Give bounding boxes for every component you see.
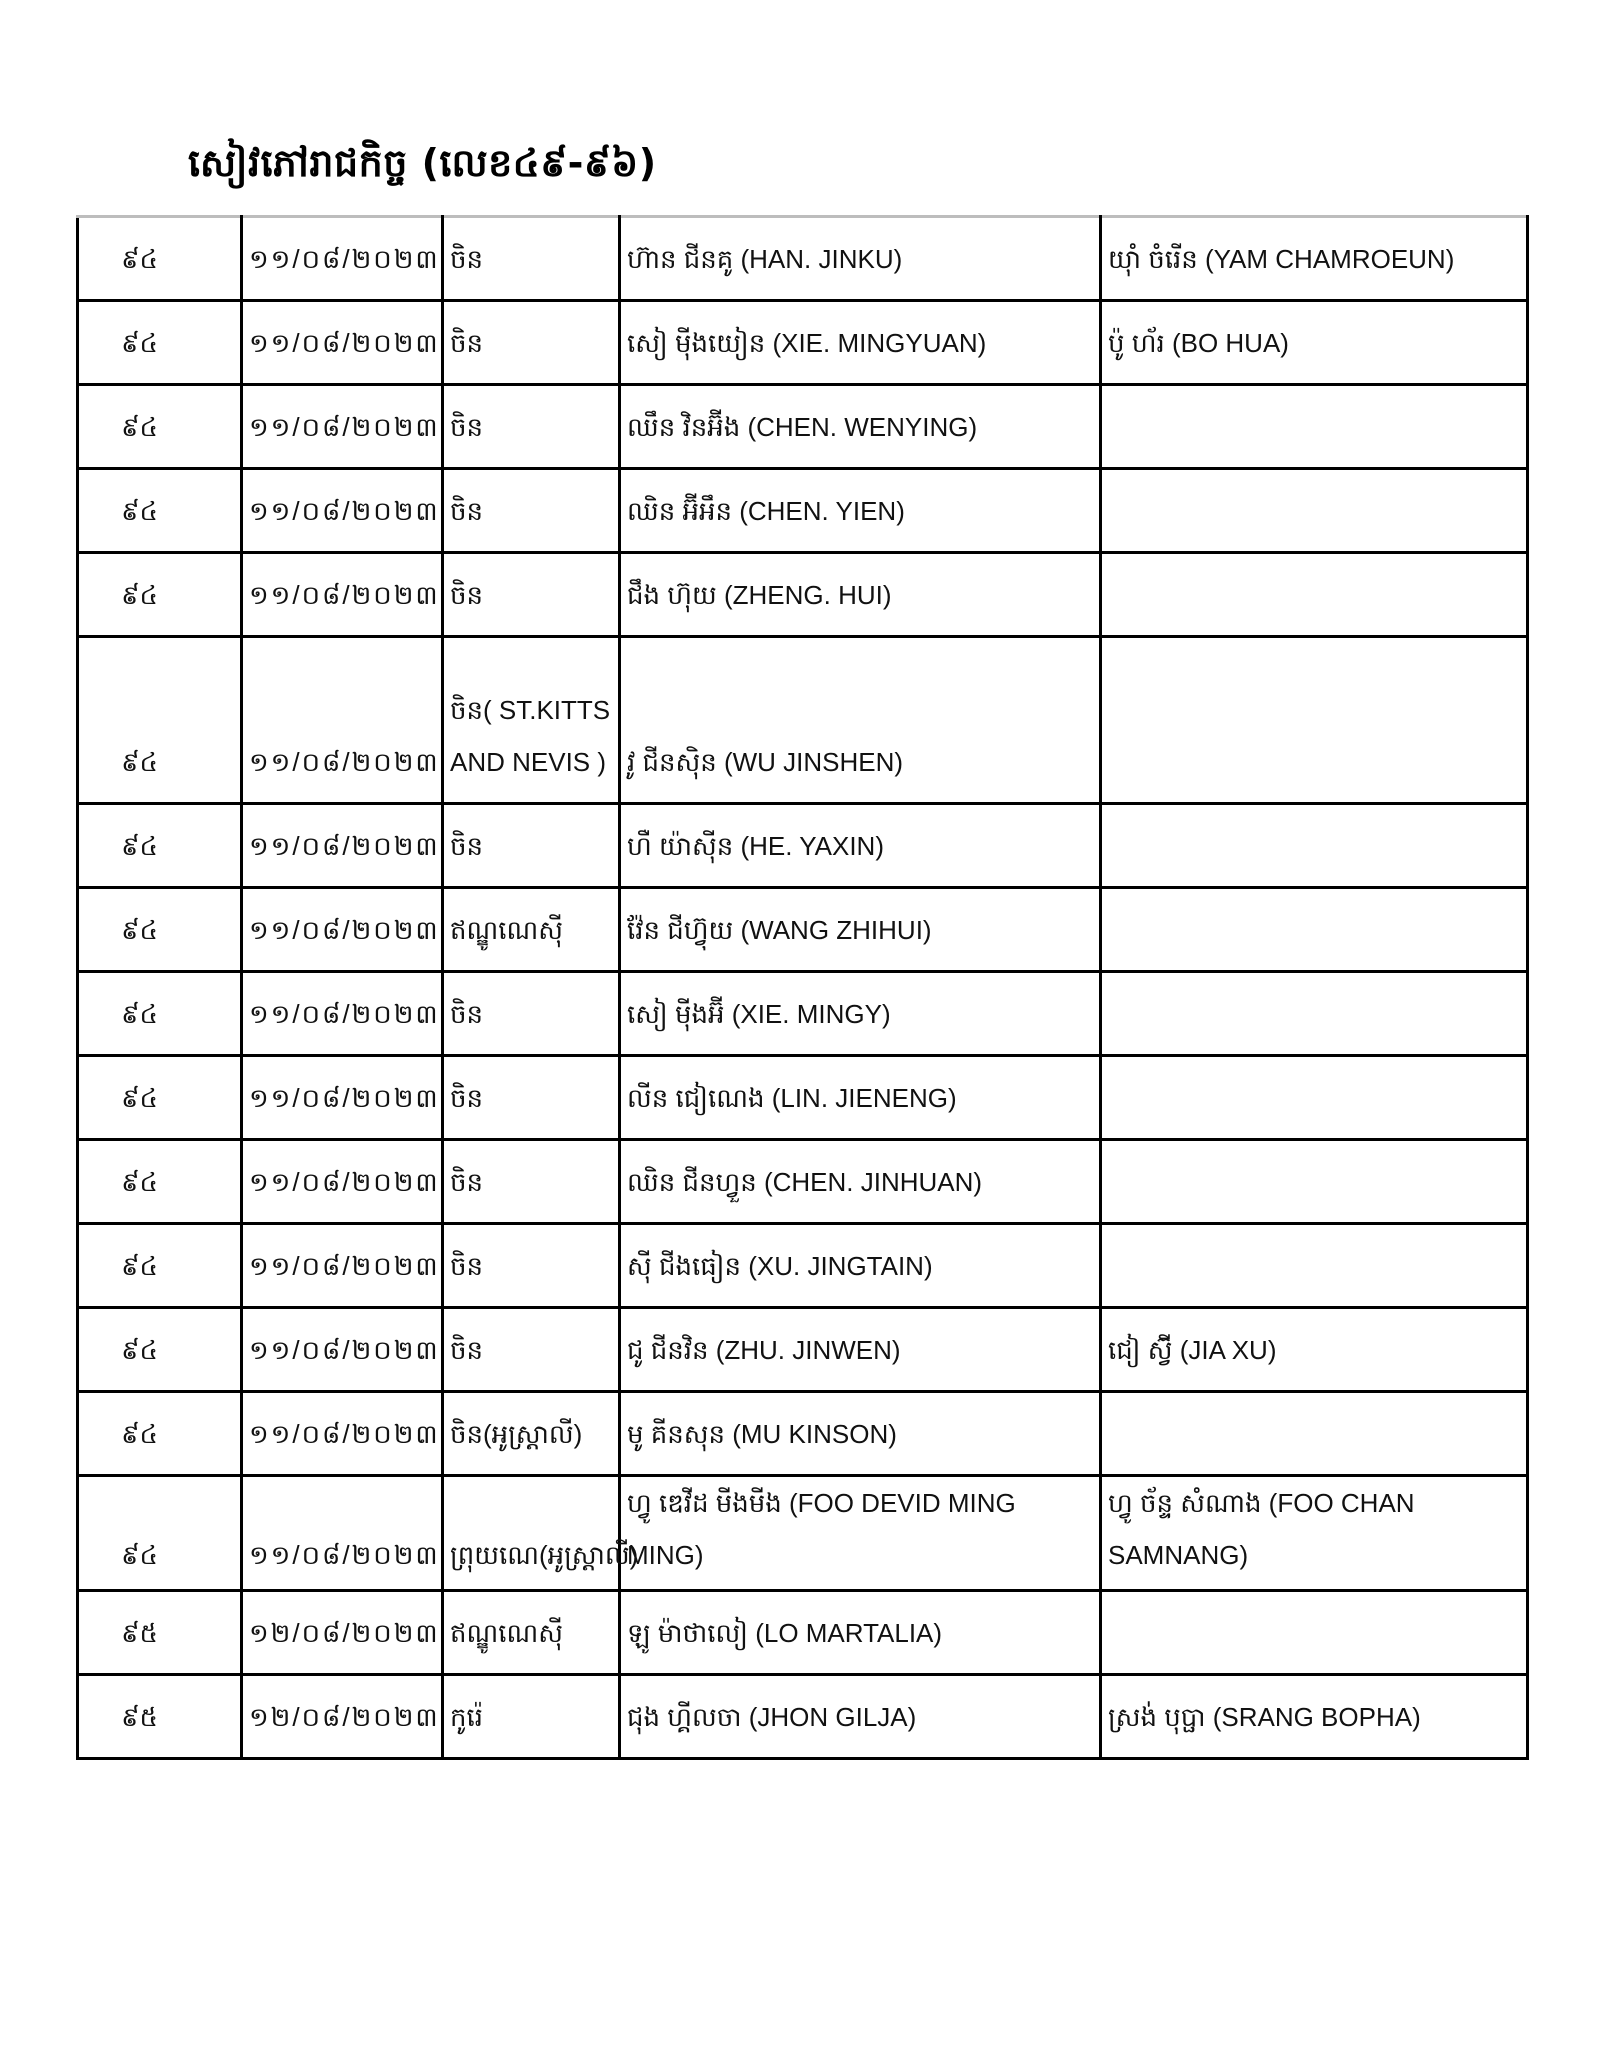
cell-number: ៩៤ xyxy=(78,972,242,1056)
cell-nationality: ឥណ្ឌូណេស៊ី xyxy=(443,888,620,972)
cell-date: ១២/០៨/២០២៣ xyxy=(242,1591,443,1675)
table-row xyxy=(78,1224,1528,1308)
cell-date: ១១/០៨/២០២៣ xyxy=(242,1224,443,1308)
cell-nationality: ចិន xyxy=(443,1056,620,1140)
cell-nationality: ចិន xyxy=(443,385,620,469)
table-row xyxy=(78,1392,1528,1476)
cell-name: ជុង ហ្គីលចា (JHON GILJA) xyxy=(620,1675,1101,1759)
cell-number: ៩៤ xyxy=(78,804,242,888)
cell-date: ១១/០៨/២០២៣ xyxy=(242,804,443,888)
table-row xyxy=(78,1308,1528,1392)
cell-number: ៩៤ xyxy=(78,469,242,553)
cell-number: ៩៤ xyxy=(78,1392,242,1476)
table-row xyxy=(78,637,1528,804)
cell-date: ១១/០៨/២០២៣ xyxy=(242,637,443,804)
table-row xyxy=(78,1675,1528,1759)
cell-number: ៩៤ xyxy=(78,1308,242,1392)
cell-nationality: ចិន xyxy=(443,301,620,385)
cell-representative: ប៉ូ ហ័រ (BO HUA) xyxy=(1101,301,1528,385)
cell-nationality: ចិន xyxy=(443,972,620,1056)
cell-number: ៩៥ xyxy=(78,1591,242,1675)
cell-date: ១១/០៨/២០២៣ xyxy=(242,469,443,553)
table-row xyxy=(78,1140,1528,1224)
cell-date: ១១/០៨/២០២៣ xyxy=(242,1308,443,1392)
cell-nationality: កូរ៉េ xyxy=(443,1675,620,1759)
cell-name: លីន ជៀណេង (LIN. JIENENG) xyxy=(620,1056,1101,1140)
cell-representative xyxy=(1101,1140,1528,1224)
cell-representative xyxy=(1101,1224,1528,1308)
cell-date: ១១/០៨/២០២៣ xyxy=(242,972,443,1056)
records-table-body xyxy=(78,217,1528,1759)
cell-nationality: ចិន xyxy=(443,1308,620,1392)
cell-representative xyxy=(1101,1056,1528,1140)
cell-name: ហ្វូ ឌេវីដ មីងមីង (FOO DEVID MING MING) xyxy=(620,1476,1101,1591)
cell-representative xyxy=(1101,804,1528,888)
cell-representative xyxy=(1101,888,1528,972)
cell-name: ជូ ជីនវិន (ZHU. JINWEN) xyxy=(620,1308,1101,1392)
cell-nationality: ចិន xyxy=(443,804,620,888)
cell-representative xyxy=(1101,469,1528,553)
cell-date: ១១/០៨/២០២៣ xyxy=(242,1140,443,1224)
cell-name: ហឺ យ៉ាស៊ីន (HE. YAXIN) xyxy=(620,804,1101,888)
cell-number: ៩៤ xyxy=(78,1140,242,1224)
table-row xyxy=(78,301,1528,385)
cell-name: សៀ ម៉ីងអ៊ី (XIE. MINGY) xyxy=(620,972,1101,1056)
cell-number: ៩៤ xyxy=(78,385,242,469)
cell-representative xyxy=(1101,972,1528,1056)
cell-name: ឡូ ម៉ាថាលៀ (LO MARTALIA) xyxy=(620,1591,1101,1675)
cell-number: ៩៤ xyxy=(78,301,242,385)
cell-name: មូ គីនសុន (MU KINSON) xyxy=(620,1392,1101,1476)
cell-nationality: ចិន xyxy=(443,1140,620,1224)
page-title: សៀវភៅរាជកិច្ច (លេខ៤៩-៩៦) xyxy=(188,141,657,185)
cell-name: ឈិន អ៊ីអឹន (CHEN. YIEN) xyxy=(620,469,1101,553)
table-row xyxy=(78,1056,1528,1140)
cell-nationality: ចិន xyxy=(443,553,620,637)
cell-representative xyxy=(1101,553,1528,637)
cell-representative: ស្រង់ បុប្ផា (SRANG BOPHA) xyxy=(1101,1675,1528,1759)
table-row xyxy=(78,217,1528,301)
cell-number: ៩៤ xyxy=(78,1056,242,1140)
cell-representative xyxy=(1101,385,1528,469)
cell-number: ៩៤ xyxy=(78,217,242,301)
cell-name: ស៊ី ជីងធៀន (XU. JINGTAIN) xyxy=(620,1224,1101,1308)
cell-number: ៩៤ xyxy=(78,1476,242,1591)
cell-name: ឈិន ជីនហ្វួន (CHEN. JINHUAN) xyxy=(620,1140,1101,1224)
table-row xyxy=(78,1476,1528,1591)
cell-date: ១១/០៨/២០២៣ xyxy=(242,217,443,301)
records-table-container xyxy=(76,215,1526,1760)
records-table xyxy=(76,215,1529,1760)
cell-representative: យ៉ាំ ចំរើន (YAM CHAMROEUN) xyxy=(1101,217,1528,301)
cell-nationality: ឥណ្ឌូណេស៊ី xyxy=(443,1591,620,1675)
cell-date: ១១/០៨/២០២៣ xyxy=(242,553,443,637)
cell-representative: ជៀ ស៊្វី (JIA XU) xyxy=(1101,1308,1528,1392)
table-row xyxy=(78,385,1528,469)
cell-representative xyxy=(1101,637,1528,804)
cell-name: វ៉ែន ជីហ៊្វុយ (WANG ZHIHUI) xyxy=(620,888,1101,972)
cell-date: ១១/០៨/២០២៣ xyxy=(242,888,443,972)
cell-name: ជឹង ហ៊ុយ (ZHENG. HUI) xyxy=(620,553,1101,637)
cell-nationality: ចិន xyxy=(443,469,620,553)
cell-date: ១១/០៨/២០២៣ xyxy=(242,385,443,469)
cell-representative: ហ្វូ ច័ន្ទ សំណាង (FOO CHAN SAMNANG) xyxy=(1101,1476,1528,1591)
cell-date: ១១/០៨/២០២៣ xyxy=(242,301,443,385)
cell-name: ឈឹន វិនអ៊ីង (CHEN. WENYING) xyxy=(620,385,1101,469)
cell-nationality: ចិន( ST.KITTS AND NEVIS ) xyxy=(443,637,620,804)
cell-representative xyxy=(1101,1392,1528,1476)
cell-nationality: ចិន xyxy=(443,217,620,301)
cell-nationality: ចិន xyxy=(443,1224,620,1308)
cell-name: វូ ជីនស៊ិន (WU JINSHEN) xyxy=(620,637,1101,804)
cell-number: ៩៤ xyxy=(78,637,242,804)
cell-number: ៩៤ xyxy=(78,888,242,972)
table-row xyxy=(78,1591,1528,1675)
cell-number: ៩៥ xyxy=(78,1675,242,1759)
cell-date: ១១/០៨/២០២៣ xyxy=(242,1476,443,1591)
cell-date: ១២/០៨/២០២៣ xyxy=(242,1675,443,1759)
table-row xyxy=(78,804,1528,888)
table-row xyxy=(78,553,1528,637)
cell-name: ហ៊ាន ជីនគូ (HAN. JINKU) xyxy=(620,217,1101,301)
cell-date: ១១/០៨/២០២៣ xyxy=(242,1392,443,1476)
cell-nationality: ព្រុយណេ(អូស្ត្រាលី) xyxy=(443,1476,620,1591)
table-row xyxy=(78,888,1528,972)
table-row xyxy=(78,972,1528,1056)
cell-number: ៩៤ xyxy=(78,1224,242,1308)
cell-nationality: ចិន(អូស្ត្រាលី) xyxy=(443,1392,620,1476)
table-row xyxy=(78,469,1528,553)
cell-representative xyxy=(1101,1591,1528,1675)
cell-date: ១១/០៨/២០២៣ xyxy=(242,1056,443,1140)
cell-number: ៩៤ xyxy=(78,553,242,637)
cell-name: សៀ ម៉ីងយៀន (XIE. MINGYUAN) xyxy=(620,301,1101,385)
